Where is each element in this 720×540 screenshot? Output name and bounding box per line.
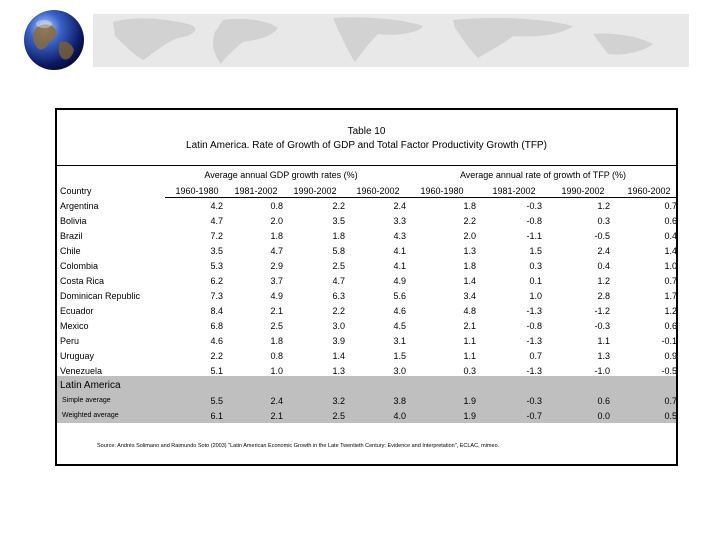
value-cell: 4.9 bbox=[393, 276, 406, 286]
country-name: Brazil bbox=[60, 231, 83, 241]
value-cell: 6.8 bbox=[210, 321, 223, 331]
value-cell: 1.2 bbox=[597, 276, 610, 286]
value-cell: 4.3 bbox=[393, 231, 406, 241]
value-cell: -0.8 bbox=[526, 216, 542, 226]
value-cell: 2.5 bbox=[332, 411, 345, 421]
value-cell: 2.1 bbox=[270, 306, 283, 316]
period-header: 1990-2002 bbox=[293, 186, 337, 196]
value-cell: 0.7 bbox=[529, 351, 542, 361]
value-cell: 3.5 bbox=[210, 246, 223, 256]
value-cell: 0.7 bbox=[664, 201, 677, 211]
value-cell: 0.3 bbox=[463, 366, 476, 376]
value-cell: 3.1 bbox=[393, 336, 406, 346]
value-cell: -1.3 bbox=[526, 366, 542, 376]
divider-top bbox=[57, 165, 676, 166]
value-cell: 0.4 bbox=[597, 261, 610, 271]
value-cell: 2.1 bbox=[463, 321, 476, 331]
period-underline bbox=[165, 197, 677, 198]
value-cell: -1.2 bbox=[594, 306, 610, 316]
value-cell: 1.0 bbox=[270, 366, 283, 376]
value-cell: 1.0 bbox=[664, 261, 677, 271]
value-cell: -0.5 bbox=[661, 366, 677, 376]
value-cell: 1.4 bbox=[463, 276, 476, 286]
value-cell: 1.5 bbox=[393, 351, 406, 361]
value-cell: 2.2 bbox=[463, 216, 476, 226]
value-cell: 3.9 bbox=[332, 336, 345, 346]
value-cell: 3.0 bbox=[393, 366, 406, 376]
value-cell: 0.0 bbox=[597, 411, 610, 421]
source-note: Source: Andrés Solimano and Raimundo Soto (2003) "Latin American Economic Growth in the Late Twentieth Century: Evidence and Interpretation", ECLAC, mimeo. bbox=[97, 443, 500, 449]
value-cell: 0.7 bbox=[664, 396, 677, 406]
value-cell: -0.3 bbox=[526, 201, 542, 211]
gdp-group-header: Average annual GDP growth rates (%) bbox=[204, 170, 358, 180]
value-cell: 2.4 bbox=[270, 396, 283, 406]
value-cell: 4.6 bbox=[210, 336, 223, 346]
value-cell: 4.8 bbox=[463, 306, 476, 316]
table-frame bbox=[55, 108, 678, 466]
value-cell: 4.5 bbox=[393, 321, 406, 331]
value-cell: 7.2 bbox=[210, 231, 223, 241]
value-cell: 2.2 bbox=[332, 306, 345, 316]
value-cell: 4.0 bbox=[393, 411, 406, 421]
value-cell: 0.6 bbox=[664, 321, 677, 331]
country-name: Colombia bbox=[60, 261, 99, 271]
country-name: Dominican Republic bbox=[60, 291, 141, 301]
value-cell: 1.0 bbox=[529, 291, 542, 301]
table-subtitle: Latin America. Rate of Growth of GDP and Total Factor Productivity Growth (TFP) bbox=[186, 140, 547, 151]
value-cell: 5.6 bbox=[393, 291, 406, 301]
value-cell: 1.3 bbox=[332, 366, 345, 376]
value-cell: 3.2 bbox=[332, 396, 345, 406]
value-cell: 2.0 bbox=[270, 216, 283, 226]
value-cell: 3.8 bbox=[393, 396, 406, 406]
value-cell: 4.1 bbox=[393, 246, 406, 256]
value-cell: 2.4 bbox=[393, 201, 406, 211]
value-cell: 1.9 bbox=[463, 411, 476, 421]
value-cell: 1.5 bbox=[529, 246, 542, 256]
value-cell: 1.2 bbox=[664, 306, 677, 316]
value-cell: 4.7 bbox=[210, 216, 223, 226]
value-cell: 1.8 bbox=[332, 231, 345, 241]
value-cell: 0.3 bbox=[529, 261, 542, 271]
value-cell: 1.2 bbox=[597, 201, 610, 211]
value-cell: 7.3 bbox=[210, 291, 223, 301]
period-header: 1960-1980 bbox=[175, 186, 219, 196]
value-cell: 2.5 bbox=[332, 261, 345, 271]
country-name: Argentina bbox=[60, 201, 99, 211]
value-cell: 5.1 bbox=[210, 366, 223, 376]
value-cell: 2.4 bbox=[597, 246, 610, 256]
period-header: 1981-2002 bbox=[234, 186, 278, 196]
period-header: 1960-2002 bbox=[356, 186, 400, 196]
value-cell: 0.9 bbox=[664, 351, 677, 361]
tfp-group-header: Average annual rate of growth of TFP (%) bbox=[459, 170, 627, 180]
value-cell: 0.4 bbox=[664, 231, 677, 241]
world-map-banner bbox=[93, 14, 689, 67]
country-name: Chile bbox=[60, 246, 81, 256]
value-cell: 1.8 bbox=[463, 201, 476, 211]
period-header: 1981-2002 bbox=[492, 186, 536, 196]
value-cell: -0.5 bbox=[594, 231, 610, 241]
value-cell: 1.1 bbox=[597, 336, 610, 346]
summary-label: Weighted average bbox=[62, 412, 119, 419]
value-cell: 1.9 bbox=[463, 396, 476, 406]
value-cell: 0.1 bbox=[529, 276, 542, 286]
value-cell: 1.7 bbox=[664, 291, 677, 301]
country-name: Costa Rica bbox=[60, 276, 105, 286]
value-cell: 0.8 bbox=[270, 201, 283, 211]
value-cell: 2.5 bbox=[270, 321, 283, 331]
value-cell: 3.4 bbox=[463, 291, 476, 301]
country-name: Ecuador bbox=[60, 306, 94, 316]
value-cell: 1.4 bbox=[332, 351, 345, 361]
value-cell: -1.3 bbox=[526, 336, 542, 346]
value-cell: 4.7 bbox=[332, 276, 345, 286]
value-cell: 0.3 bbox=[597, 216, 610, 226]
value-cell: 6.2 bbox=[210, 276, 223, 286]
country-name: Venezuela bbox=[60, 366, 103, 376]
period-header: 1960-2002 bbox=[627, 186, 671, 196]
value-cell: 5.5 bbox=[210, 396, 223, 406]
country-name: Bolivia bbox=[60, 216, 87, 226]
value-cell: 4.6 bbox=[393, 306, 406, 316]
value-cell: 2.1 bbox=[270, 411, 283, 421]
value-cell: 0.6 bbox=[664, 216, 677, 226]
value-cell: 1.8 bbox=[463, 261, 476, 271]
value-cell: 4.9 bbox=[270, 291, 283, 301]
value-cell: 4.1 bbox=[393, 261, 406, 271]
value-cell: -1.3 bbox=[526, 306, 542, 316]
value-cell: 1.1 bbox=[463, 351, 476, 361]
value-cell: 2.2 bbox=[332, 201, 345, 211]
value-cell: 2.0 bbox=[463, 231, 476, 241]
value-cell: 0.5 bbox=[664, 411, 677, 421]
value-cell: 1.8 bbox=[270, 231, 283, 241]
period-header: 1960-1980 bbox=[420, 186, 464, 196]
value-cell: 0.7 bbox=[664, 276, 677, 286]
globe-icon bbox=[22, 8, 86, 72]
value-cell: 8.4 bbox=[210, 306, 223, 316]
table-title: Table 10 bbox=[347, 126, 386, 137]
summary-label: Simple average bbox=[62, 397, 111, 404]
value-cell: 0.8 bbox=[270, 351, 283, 361]
value-cell: 1.8 bbox=[270, 336, 283, 346]
country-name: Mexico bbox=[60, 321, 89, 331]
country-name: Uruguay bbox=[60, 351, 95, 361]
value-cell: -0.3 bbox=[594, 321, 610, 331]
value-cell: -1.1 bbox=[526, 231, 542, 241]
value-cell: 5.8 bbox=[332, 246, 345, 256]
value-cell: -0.3 bbox=[526, 396, 542, 406]
value-cell: 2.9 bbox=[270, 261, 283, 271]
value-cell: -0.8 bbox=[526, 321, 542, 331]
value-cell: 4.7 bbox=[270, 246, 283, 256]
value-cell: -0.7 bbox=[526, 411, 542, 421]
country-name: Peru bbox=[60, 336, 80, 346]
value-cell: 5.3 bbox=[210, 261, 223, 271]
summary-header: Latin America bbox=[60, 380, 121, 391]
value-cell: 0.6 bbox=[597, 396, 610, 406]
value-cell: 3.3 bbox=[393, 216, 406, 226]
value-cell: 2.8 bbox=[597, 291, 610, 301]
value-cell: 3.0 bbox=[332, 321, 345, 331]
value-cell: 6.3 bbox=[332, 291, 345, 301]
country-column-header: Country bbox=[60, 186, 92, 196]
value-cell: 1.1 bbox=[463, 336, 476, 346]
value-cell: -0.1 bbox=[661, 336, 677, 346]
value-cell: 1.4 bbox=[664, 246, 677, 256]
value-cell: 1.3 bbox=[463, 246, 476, 256]
value-cell: -1.0 bbox=[594, 366, 610, 376]
value-cell: 2.2 bbox=[210, 351, 223, 361]
value-cell: 6.1 bbox=[210, 411, 223, 421]
value-cell: 1.3 bbox=[597, 351, 610, 361]
value-cell: 3.7 bbox=[270, 276, 283, 286]
period-header: 1990-2002 bbox=[561, 186, 605, 196]
value-cell: 4.2 bbox=[210, 201, 223, 211]
value-cell: 3.5 bbox=[332, 216, 345, 226]
